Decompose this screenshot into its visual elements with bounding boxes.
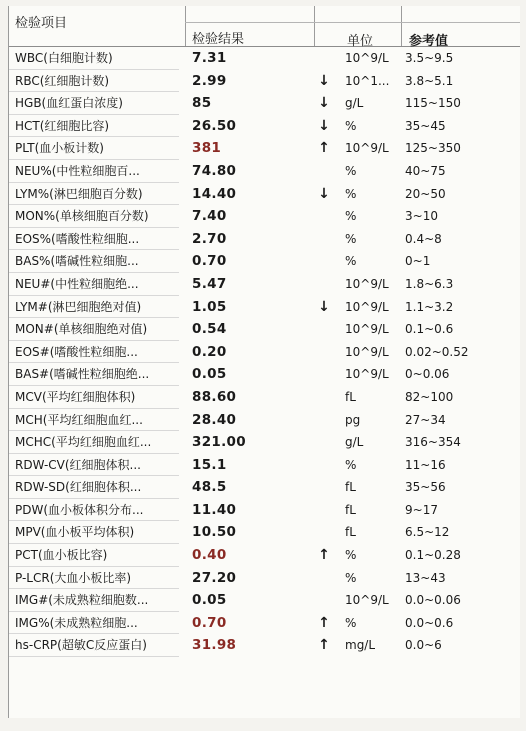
row-result-value: 381	[192, 140, 222, 157]
table-row[interactable]	[9, 183, 520, 206]
row-item-name: LYM%(淋巴细胞百分数)	[15, 186, 143, 201]
row-unit: g/L	[345, 435, 364, 450]
row-item-name: MPV(血小板平均体积)	[15, 525, 135, 540]
row-item-name: NEU%(中性粒细胞百...	[15, 163, 140, 178]
row-result-value: 0.70	[192, 253, 227, 270]
row-item-name: MCHC(平均红细胞血红...	[15, 435, 152, 450]
row-reference-range: 125~350	[405, 141, 461, 156]
table-row[interactable]	[9, 341, 520, 364]
table-row[interactable]	[9, 567, 520, 590]
row-result-value: 85	[192, 95, 212, 112]
row-unit: %	[345, 548, 357, 563]
row-reference-range: 0.0~0.6	[405, 615, 454, 630]
row-flag-arrow: ↑	[318, 614, 330, 631]
row-reference-range: 3.5~9.5	[405, 51, 454, 65]
row-reference-range: 1.1~3.2	[405, 299, 454, 314]
header-divider	[401, 6, 402, 46]
row-item-name: RDW-SD(红细胞体积...	[15, 480, 142, 495]
row-item-name: RDW-CV(红细胞体积...	[15, 457, 142, 472]
row-unit: 10^9/L	[345, 299, 389, 314]
row-reference-range: 0.0~0.06	[405, 593, 461, 608]
row-item-name: hs-CRP(超敏C反应蛋白)	[15, 638, 147, 653]
row-reference-range: 40~75	[405, 163, 446, 178]
table-body	[9, 47, 520, 657]
header-divider	[185, 6, 186, 46]
row-reference-range: 9~17	[405, 502, 438, 517]
row-unit: 10^9/L	[345, 51, 389, 65]
table-row[interactable]	[9, 92, 520, 115]
row-reference-range: 27~34	[405, 412, 446, 427]
lab-report-table	[8, 6, 520, 718]
row-flag-arrow: ↑	[318, 547, 330, 564]
row-reference-range: 0~0.06	[405, 367, 450, 382]
row-result-value: 88.60	[192, 388, 237, 405]
row-reference-range: 0~1	[405, 254, 431, 269]
row-unit: fL	[345, 525, 356, 540]
table-row[interactable]	[9, 318, 520, 341]
row-item-name: HGB(血红蛋白浓度)	[15, 96, 123, 111]
row-reference-range: 3.8~5.1	[405, 73, 454, 88]
row-result-value: 31.98	[192, 637, 237, 654]
row-item-name: PDW(血小板体积分布...	[15, 502, 144, 517]
row-item-name: PLT(血小板计数)	[15, 141, 104, 156]
row-unit: 10^9/L	[345, 593, 389, 608]
row-unit: %	[345, 231, 357, 246]
table-row[interactable]	[9, 431, 520, 454]
header-divider	[314, 6, 315, 46]
table-row[interactable]	[9, 521, 520, 544]
row-item-name: RBC(红细胞计数)	[15, 73, 110, 88]
row-unit: g/L	[345, 96, 364, 111]
table-header	[9, 6, 520, 47]
row-reference-range: 35~56	[405, 480, 446, 495]
table-row[interactable]	[9, 250, 520, 273]
row-result-value: 15.1	[192, 456, 227, 473]
row-unit: fL	[345, 389, 356, 404]
row-unit: %	[345, 209, 357, 224]
table-row[interactable]	[9, 409, 520, 432]
row-item-name: EOS#(嗜酸性粒细胞...	[15, 344, 138, 359]
table-row[interactable]	[9, 47, 520, 70]
row-reference-range: 0.1~0.28	[405, 548, 461, 563]
row-reference-range: 11~16	[405, 457, 446, 472]
row-item-name: MCV(平均红细胞体积)	[15, 389, 136, 404]
table-row[interactable]	[9, 115, 520, 138]
row-item-name: MON%(单核细胞百分数)	[15, 209, 149, 224]
row-flag-arrow: ↓	[318, 185, 330, 202]
row-reference-range: 20~50	[405, 186, 446, 201]
row-reference-range: 0.4~8	[405, 231, 442, 246]
row-item-name: WBC(白细胞计数)	[15, 51, 113, 65]
header-unit: 单位	[347, 34, 374, 49]
table-row[interactable]	[9, 589, 520, 612]
row-result-value: 28.40	[192, 411, 237, 428]
row-flag-arrow: ↑	[318, 140, 330, 157]
row-reference-range: 0.1~0.6	[405, 322, 454, 337]
row-item-name: EOS%(嗜酸性粒细胞...	[15, 231, 140, 246]
table-row[interactable]	[9, 205, 520, 228]
row-item-name: MON#(单核细胞绝对值)	[15, 322, 148, 337]
row-unit: %	[345, 118, 357, 133]
row-result-value: 10.50	[192, 524, 237, 541]
row-result-value: 0.05	[192, 592, 227, 609]
row-item-name: HCT(红细胞比容)	[15, 118, 110, 133]
row-reference-range: 0.0~6	[405, 638, 442, 653]
row-result-value: 26.50	[192, 117, 237, 134]
row-item-name: BAS#(嗜碱性粒细胞绝...	[15, 367, 150, 382]
table-row[interactable]	[9, 634, 520, 657]
header-reference: 参考值	[409, 34, 449, 49]
table-row[interactable]	[9, 160, 520, 183]
table-row[interactable]	[9, 544, 520, 567]
row-item-name: MCH(平均红细胞血红...	[15, 412, 143, 427]
row-result-value: 5.47	[192, 275, 227, 292]
row-result-value: 74.80	[192, 162, 237, 179]
row-reference-range: 6.5~12	[405, 525, 450, 540]
row-flag-arrow: ↓	[318, 298, 330, 315]
row-result-value: 0.70	[192, 614, 227, 631]
row-unit: 10^9/L	[345, 141, 389, 156]
row-reference-range: 13~43	[405, 570, 446, 585]
row-reference-range: 1.8~6.3	[405, 276, 454, 291]
row-unit: %	[345, 163, 357, 178]
table-row[interactable]	[9, 612, 520, 635]
header-item: 检验项目	[15, 16, 68, 31]
row-unit: fL	[345, 480, 356, 495]
row-unit: pg	[345, 412, 361, 427]
row-reference-range: 3~10	[405, 209, 438, 224]
row-result-value: 7.31	[192, 50, 227, 66]
row-flag-arrow: ↓	[318, 95, 330, 112]
row-unit: %	[345, 570, 357, 585]
table-row[interactable]	[9, 363, 520, 386]
row-item-name: P-LCR(大血小板比率)	[15, 570, 132, 585]
table-row[interactable]	[9, 454, 520, 477]
table-row[interactable]	[9, 499, 520, 522]
row-unit: 10^9/L	[345, 322, 389, 337]
row-unit: 10^1...	[345, 73, 390, 88]
row-flag-arrow: ↑	[318, 637, 330, 654]
row-unit: %	[345, 186, 357, 201]
row-result-value: 48.5	[192, 479, 227, 496]
row-reference-range: 82~100	[405, 389, 454, 404]
row-item-name: BAS%(嗜碱性粒细胞...	[15, 254, 139, 269]
row-item-name: IMG#(未成熟粒细胞数...	[15, 593, 149, 608]
table-row[interactable]	[9, 273, 520, 296]
row-reference-range: 35~45	[405, 118, 446, 133]
table-row[interactable]	[9, 476, 520, 499]
row-result-value: 2.70	[192, 230, 227, 247]
row-item-name: LYM#(淋巴细胞绝对值)	[15, 299, 142, 314]
row-result-value: 7.40	[192, 208, 227, 225]
table-row[interactable]	[9, 70, 520, 93]
row-result-value: 1.05	[192, 298, 227, 315]
row-result-value: 27.20	[192, 569, 237, 586]
table-row[interactable]	[9, 296, 520, 319]
row-unit: %	[345, 254, 357, 269]
row-unit: %	[345, 615, 357, 630]
row-item-name: IMG%(未成熟粒细胞...	[15, 615, 138, 630]
row-result-value: 2.99	[192, 72, 227, 89]
row-flag-arrow: ↓	[318, 72, 330, 89]
row-item-name: NEU#(中性粒细胞绝...	[15, 276, 139, 291]
row-unit: 10^9/L	[345, 367, 389, 382]
row-result-value: 0.40	[192, 547, 227, 564]
row-unit: %	[345, 457, 357, 472]
table-row[interactable]	[9, 228, 520, 251]
row-result-value: 0.20	[192, 343, 227, 360]
row-result-value: 11.40	[192, 501, 237, 518]
table-row[interactable]	[9, 386, 520, 409]
row-result-value: 14.40	[192, 185, 237, 202]
row-item-name: PCT(血小板比容)	[15, 548, 108, 563]
row-unit: 10^9/L	[345, 276, 389, 291]
row-reference-range: 0.02~0.52	[405, 344, 469, 359]
row-result-value: 321.00	[192, 434, 246, 451]
header-rule	[185, 22, 520, 23]
row-result-value: 0.05	[192, 366, 227, 383]
header-result: 检验结果	[192, 32, 245, 47]
row-reference-range: 316~354	[405, 435, 461, 450]
row-unit: fL	[345, 502, 356, 517]
row-reference-range: 115~150	[405, 96, 461, 111]
row-unit: 10^9/L	[345, 344, 389, 359]
row-result-value: 0.54	[192, 321, 227, 338]
table-row[interactable]	[9, 137, 520, 160]
row-unit: mg/L	[345, 638, 376, 653]
row-flag-arrow: ↓	[318, 117, 330, 134]
